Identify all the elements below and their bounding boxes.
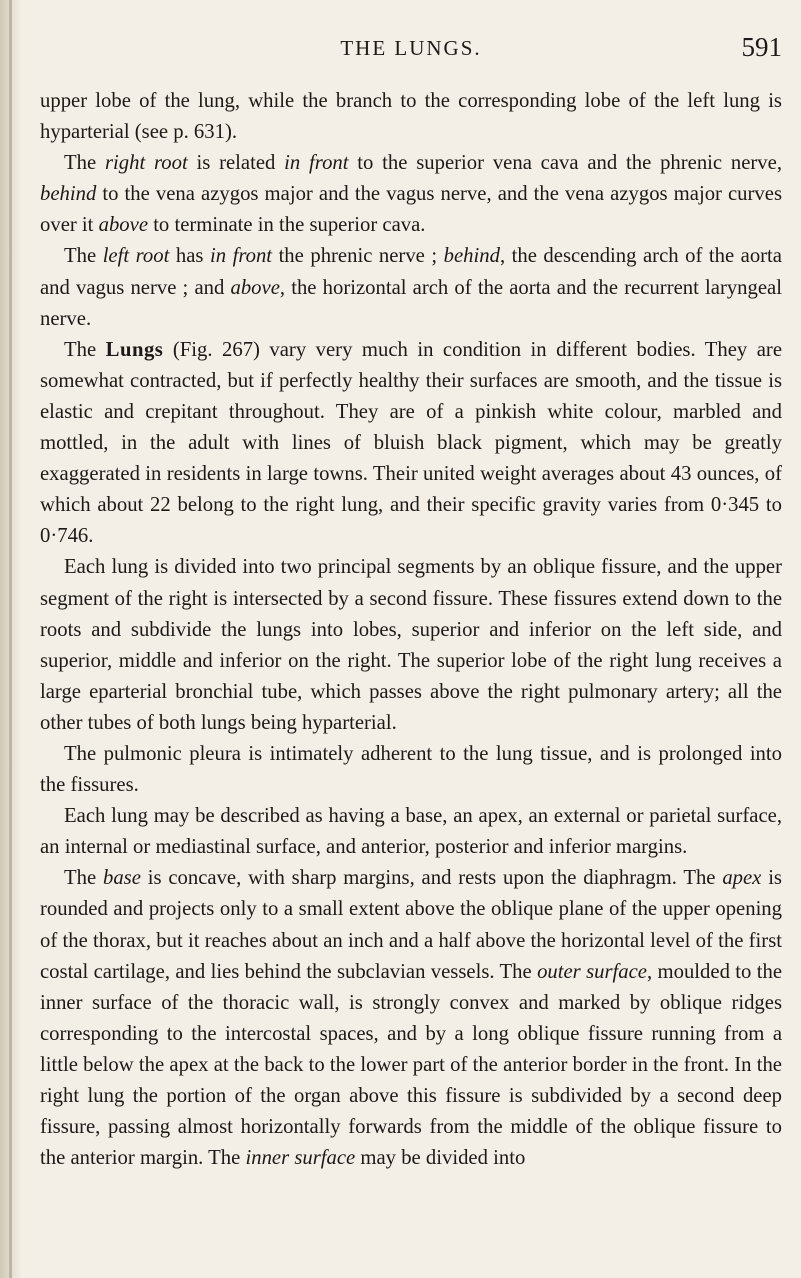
text-run: The	[64, 867, 103, 890]
italic-term: behind	[443, 245, 500, 268]
text-run: upper lobe of the lung, while the branch to the corresponding lobe of the left lung is hyparterial (see p. 631).	[40, 90, 782, 144]
text-run: is related	[187, 152, 285, 175]
italic-term: in front	[209, 245, 273, 268]
italic-term: above	[98, 214, 149, 237]
paragraph-right-root	[40, 148, 782, 241]
text-run: has	[169, 245, 210, 268]
paragraph-continuation	[40, 86, 782, 148]
italic-term: base	[102, 867, 141, 890]
italic-term: above	[230, 276, 280, 299]
text-run: to the vena azygos major and the vagus nerve, and the vena azygos major curves over it	[40, 183, 782, 237]
paragraph-lungs	[40, 335, 782, 553]
paragraph-left-root	[40, 241, 782, 334]
italic-term: outer surface	[537, 960, 647, 983]
text-run: The	[64, 338, 106, 361]
text-run: , the descending arch of the aorta and vagus nerve ; and	[40, 245, 782, 299]
text-run: , the horizontal arch of the aorta and the recurrent laryngeal nerve.	[40, 276, 782, 330]
text-run: The	[64, 245, 103, 268]
text-run: , moulded to the inner surface of the thoracic wall, is strongly convex and marked by oblique ridges corresponding to the intercostal spaces, and by a long oblique fissure running from a little below the apex at the back to the lower part of the anterior border in the front. In the right lung the portion of the organ above this fissure is subdivided by a second deep fissure, passing almost horizontally forwards from the middle of the oblique fissure to the anterior margin. The	[40, 960, 783, 1170]
text-run: to terminate in the superior cava.	[148, 214, 426, 237]
italic-term: behind	[40, 183, 97, 206]
text-run: to the superior vena cava and the phrenic nerve,	[348, 152, 783, 175]
italic-term: left root	[102, 245, 170, 268]
paragraph-pleura	[40, 739, 782, 801]
page-binding-shadow	[9, 0, 12, 1278]
italic-term: in front	[284, 152, 349, 175]
running-title: THE LUNGS.	[340, 36, 482, 60]
italic-term: inner surface	[245, 1147, 356, 1170]
body-text	[40, 86, 782, 1174]
text-run: is rounded and projects only to a small extent above the oblique plane of the upper opening of the thorax, but it reaches about an inch and a half above the horizontal level of the first costal cartilage, and lies behind the subclavian vessels. The	[40, 867, 782, 983]
text-run: is concave, with sharp margins, and rests upon the diaphragm. The	[140, 867, 723, 890]
paragraph-base-apex	[40, 863, 782, 1174]
italic-term: right root	[104, 152, 188, 175]
text-run: Each lung is divided into two principal segments by an oblique fissure, and the upper segment of the right is intersected by a second fissure. These fissures extend down to the roots and subdivide the lungs into lobes, superior and inferior on the left side, and superior, middle and inferior on the right. The superior lobe of the right lung receives a large eparterial bronchial tube, which passes above the right pulmonary artery; all the other tubes of both lungs being hyparterial.	[40, 556, 782, 734]
text-run: may be divided into	[355, 1147, 526, 1170]
bold-term: Lungs	[105, 338, 164, 361]
text-run: The	[64, 152, 105, 175]
paragraph-fissures	[40, 552, 782, 739]
paragraph-surfaces	[40, 801, 782, 863]
page-header	[40, 32, 782, 72]
text-run: The pulmonic pleura is intimately adherent to the lung tissue, and is prolonged into the fissures.	[40, 742, 782, 797]
text-run: (Fig. 267) vary very much in condition in different bodies. They are somewhat contracted, but if perfectly healthy their surfaces are smooth, and the tissue is elastic and crepitant throughout. They are of a pinkish white colour, marbled and mottled, in the adult with lines of bluish black pigment, which may be greatly exaggerated in residents in large towns. Their united weight averages about 43 ounces, of which about 22 belong to the right lung, and their specific gravity varies from 0·345 to 0·746.	[40, 338, 782, 548]
page-number: 591	[741, 32, 782, 62]
italic-term: apex	[722, 867, 762, 890]
text-run: Each lung may be described as having a base, an apex, an external or parietal surface, an internal or mediastinal surface, and anterior, posterior and inferior margins.	[40, 805, 782, 859]
text-run: the phrenic nerve ;	[272, 245, 444, 268]
